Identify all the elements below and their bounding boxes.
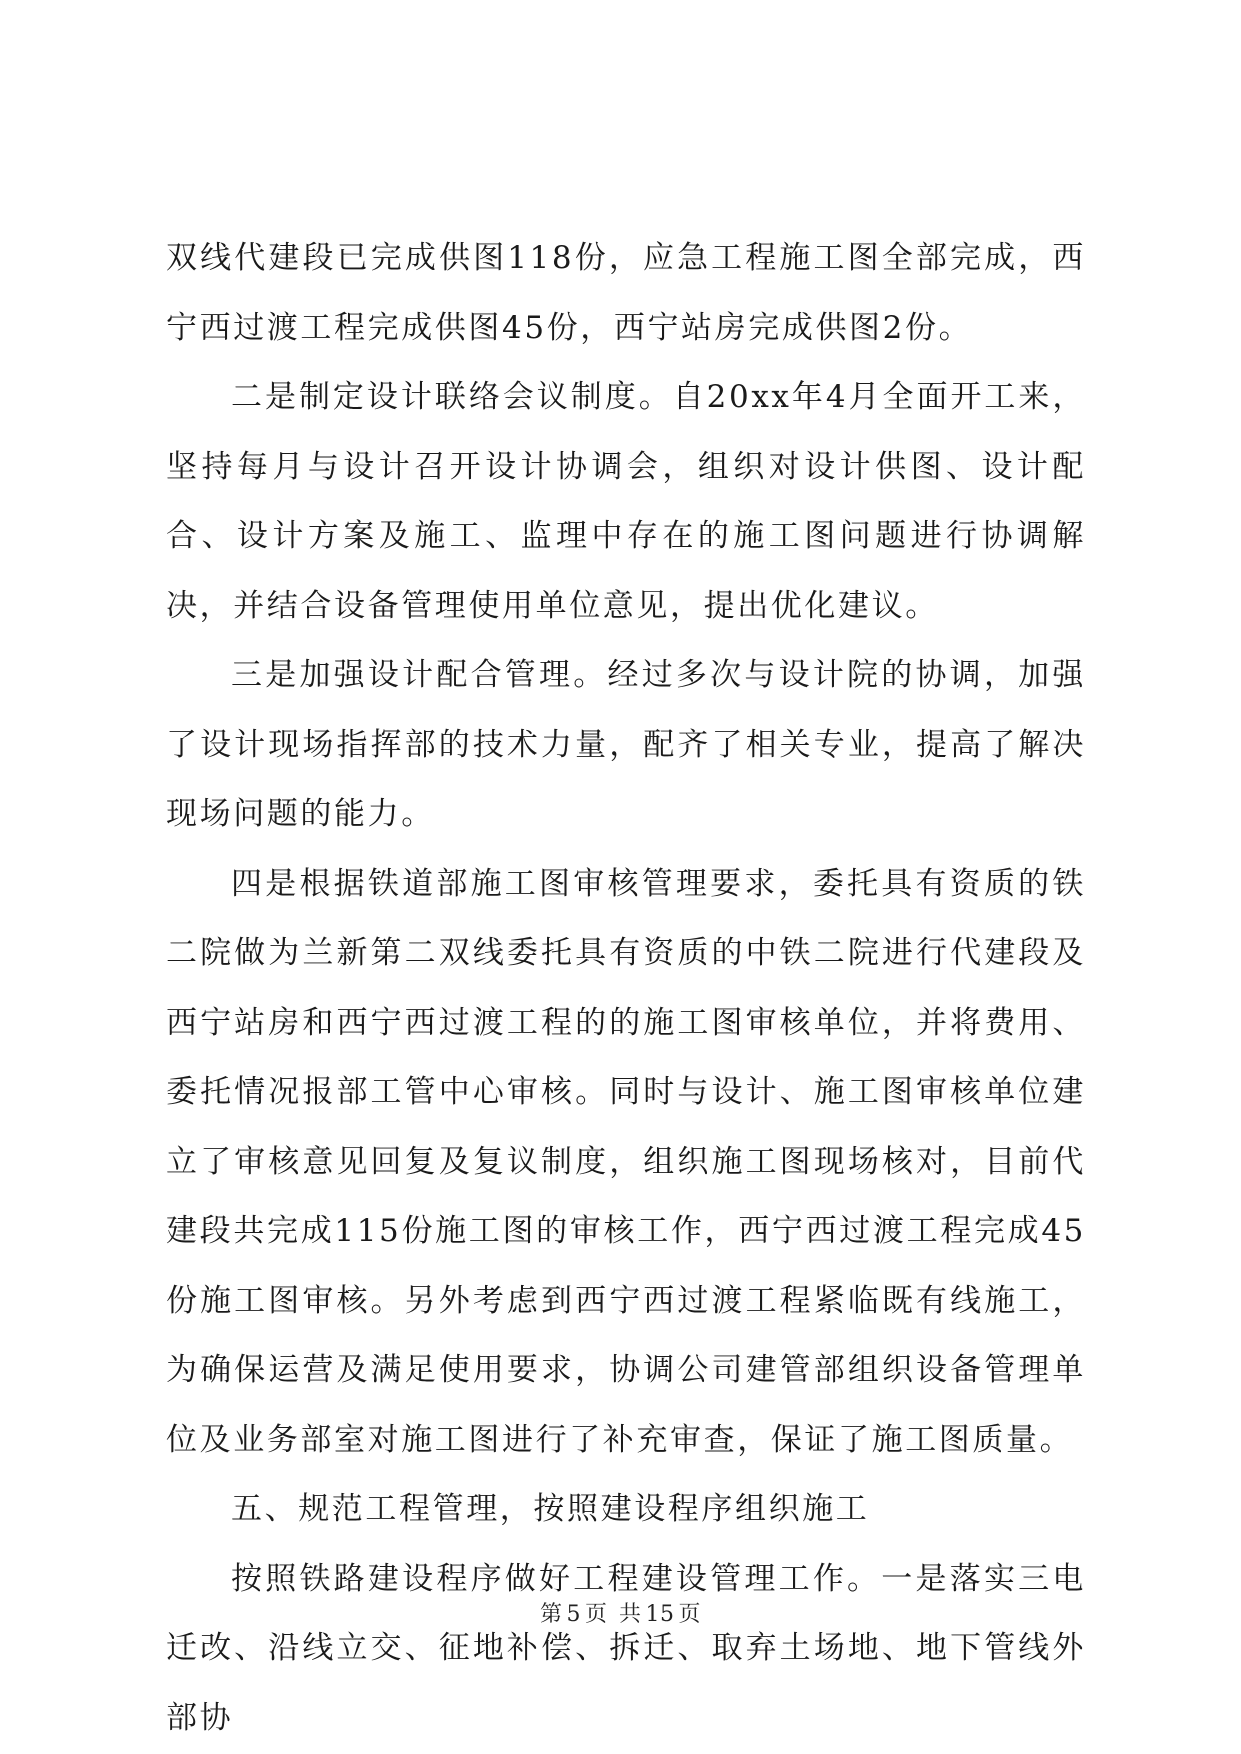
paragraph-design-coordination: 三是加强设计配合管理。经过多次与设计院的协调，加强了设计现场指挥部的技术力量，配齐了相关专业，提高了解决现场问题的能力。 [166,657,1086,832]
footer-total-pages: 15 [645,1602,675,1627]
footer-total-prefix: 共 [619,1602,642,1627]
footer-prefix: 第 [539,1602,563,1627]
body-text [166,224,1086,1753]
paragraph-construction-procedure: 按照铁路建设程序做好工程建设管理工作。一是落实三电迁改、沿线立交、征地补偿、拆迁、取弃土场地、地下管线外部协 [166,1560,1086,1736]
footer-page-unit: 页 [584,1602,608,1627]
page-footer [0,1597,1241,1628]
footer-total-unit: 页 [678,1602,702,1627]
paragraph-drawing-review: 四是根据铁道部施工图审核管理要求，委托具有资质的铁二院做为兰新第二双线委托具有资质的中铁二院进行代建段及西宁站房和西宁西过渡工程的的施工图审核单位，并将费用、委托情况报部工管中心审核。同时与设计、施工图审核单位建立了审核意见回复及复议制度，组织施工图现场核对，目前代建段共完成115份施工图的审核工作，西宁西过渡工程完成45份施工图审核。另外考虑到西宁西过渡工程紧临既有线施工，为确保运营及满足使用要求，协调公司建管部组织设备管理单位及业务部室对施工图进行了补充审查，保证了施工图质量。 [166,865,1086,1458]
footer-current-page: 5 [566,1602,581,1627]
section-heading-five: 五、规范工程管理，按照建设程序组织施工 [231,1491,870,1527]
paragraph-continuation: 双线代建段已完成供图118份，应急工程施工图全部完成，西宁西过渡工程完成供图45份，西宁站房完成供图2份。 [166,240,1086,346]
paragraph-design-meeting: 二是制定设计联络会议制度。自20xx年4月全面开工来，坚持每月与设计召开设计协调会，组织对设计供图、设计配合、设计方案及施工、监理中存在的施工图问题进行协调解决，并结合设备管理使用单位意见，提出优化建议。 [166,379,1086,624]
